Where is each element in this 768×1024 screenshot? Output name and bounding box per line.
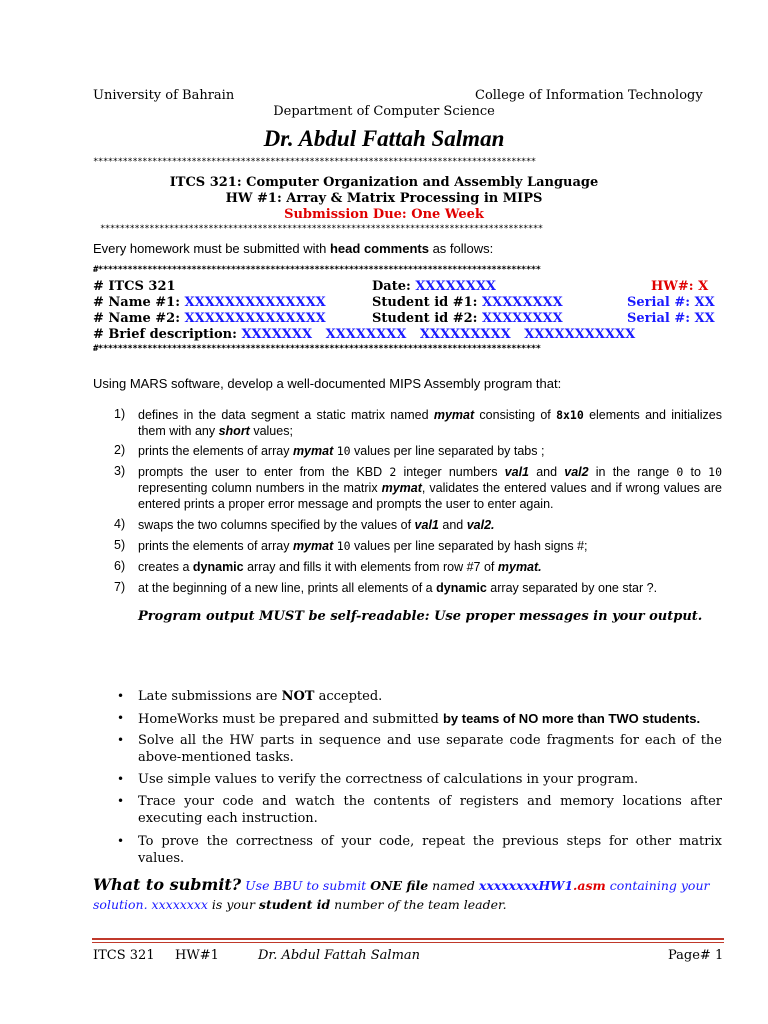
submit-g: xxxxxxxx xyxy=(151,897,208,912)
submit-extension: .asm xyxy=(573,878,606,893)
comment-sid2 xyxy=(372,311,563,326)
task-6-number: 6) xyxy=(114,559,126,573)
task-2-number: 2) xyxy=(114,443,126,457)
task-1-f: short xyxy=(218,424,250,438)
program-output-note: Program output MUST be self-readable: Use proper messages in your output. xyxy=(138,609,703,624)
task-3-g: in the range xyxy=(588,465,677,479)
name1-value: XXXXXXXXXXXXXX xyxy=(184,295,326,310)
submit-b: ONE file xyxy=(370,878,429,893)
sid2-value: XXXXXXXX xyxy=(482,311,563,326)
comment-hw-number: HW#: X xyxy=(651,279,709,294)
stars-divider-second: ****************************************************************************************** xyxy=(100,224,543,234)
footer-rule-thick xyxy=(92,938,724,940)
submit-heading: What to submit? xyxy=(93,875,242,894)
task-1-a: defines in the data segment a static matrix named xyxy=(138,408,434,422)
date-value: XXXXXXXX xyxy=(415,279,497,294)
footer-instructor: Dr. Abdul Fattah Salman xyxy=(258,948,421,963)
bullet-teams xyxy=(138,710,722,728)
task-2-a: prints the elements of array xyxy=(138,444,293,458)
task-1-number: 1) xyxy=(114,407,126,421)
task-4 xyxy=(138,517,722,533)
task-4-a: swaps the two columns specified by the values of xyxy=(138,518,415,532)
task-5-e: values per line separated by hash signs #; xyxy=(350,539,588,553)
department-name: Department of Computer Science xyxy=(273,104,495,119)
brief-label: # Brief description: xyxy=(93,327,242,342)
bullet-late-a: Late submissions are xyxy=(138,689,282,704)
brief-value: XXXXXXX XXXXXXXX XXXXXXXXX XXXXXXXXXXX xyxy=(241,327,636,342)
submission-due: Submission Due: One Week xyxy=(284,207,484,222)
submit-h: is your xyxy=(207,897,259,912)
intro-pre: Every homework must be submitted with xyxy=(93,241,330,256)
intro-bold: head comments xyxy=(329,241,429,256)
task-6 xyxy=(138,559,722,575)
task-1-g: values; xyxy=(249,424,293,438)
task-7 xyxy=(138,580,722,596)
task-4-number: 4) xyxy=(114,517,126,531)
task-3-h: 0 xyxy=(676,465,684,479)
sid2-label: Student id #2: xyxy=(372,311,483,326)
date-label: Date: xyxy=(372,279,416,294)
footer-hw: HW#1 xyxy=(175,948,219,963)
task-5-a: prints the elements of array xyxy=(138,539,293,553)
comment-name1 xyxy=(93,295,326,310)
course-title: ITCS 321: Computer Organization and Assembly Language xyxy=(169,175,599,190)
bullet-dot: • xyxy=(117,733,125,747)
task-3-k: representing column numbers in the matrix xyxy=(138,481,382,495)
task-3-e: and xyxy=(529,465,565,479)
task-6-c: array and fills it with elements from row #7 of xyxy=(243,560,498,574)
submit-f: containing your solution. xyxy=(93,878,710,912)
task-1-c: consisting of xyxy=(474,408,557,422)
sid1-value: XXXXXXXX xyxy=(482,295,563,310)
bullet-dot: • xyxy=(117,711,125,725)
task-5-d: 10 xyxy=(336,539,351,553)
comment-border-top: #****************************************************************************************** xyxy=(93,265,541,275)
task-4-d: val2. xyxy=(466,518,495,532)
task-3-m: , validates the entered values and if wrong values are entered prints a proper error message and prompts the user to enter again. xyxy=(138,481,722,511)
task-3-l: mymat xyxy=(381,481,422,495)
submit-filename: xxxxxxxxHW1 xyxy=(478,878,574,893)
hw-title: HW #1: Array & Matrix Processing in MIPS xyxy=(225,191,543,206)
comment-name2 xyxy=(93,311,326,326)
bullet-late xyxy=(138,688,722,705)
task-5-number: 5) xyxy=(114,538,126,552)
comment-sid1 xyxy=(372,295,563,310)
task-1-d: 8x10 xyxy=(556,408,584,422)
comment-brief xyxy=(93,327,635,342)
bullet-trace: Trace your code and watch the contents of registers and memory locations after executing each instruction. xyxy=(138,794,722,826)
bullet-late-c: accepted. xyxy=(314,689,383,704)
intro-post: as follows: xyxy=(428,241,494,256)
task-1-b: mymat xyxy=(433,408,475,422)
bullet-teams-b: by teams of NO more than TWO students. xyxy=(442,711,701,726)
task-3-i: to xyxy=(683,465,709,479)
submit-a: Use BBU to submit xyxy=(241,878,371,893)
task-1 xyxy=(138,407,722,439)
using-mars-text: Using MARS software, develop a well-documented MIPS Assembly program that: xyxy=(93,376,562,391)
college-name: College of Information Technology xyxy=(475,88,703,103)
task-4-c: and xyxy=(438,518,467,532)
task-2-e: values per line separated by tabs ; xyxy=(350,444,545,458)
task-1-e: elements and initializes them with any xyxy=(138,408,722,438)
intro-text xyxy=(93,241,493,256)
footer-page-number: Page# 1 xyxy=(668,948,724,963)
bullet-prove: To prove the correctness of your code, repeat the previous steps for other matrix values. xyxy=(138,834,722,866)
task-6-d: mymat. xyxy=(497,560,542,574)
bullet-teams-a: HomeWorks must be prepared and submitted xyxy=(138,712,443,727)
bullet-simple-values: Use simple values to verify the correctness of calculations in your program. xyxy=(138,772,639,787)
comment-border-bottom: #****************************************************************************************** xyxy=(93,344,541,354)
task-7-number: 7) xyxy=(114,580,126,594)
task-2-d: 10 xyxy=(336,444,351,458)
task-2 xyxy=(138,443,722,459)
submit-i: student id xyxy=(258,897,331,912)
comment-serial2: Serial #: XX xyxy=(627,311,715,326)
name2-value: XXXXXXXXXXXXXX xyxy=(184,311,326,326)
what-to-submit xyxy=(93,875,713,914)
task-3-a: prompts the user to enter from the KBD xyxy=(138,465,390,479)
submit-c: named xyxy=(428,878,479,893)
comment-serial1: Serial #: XX xyxy=(627,295,715,310)
bullet-sequence: Solve all the HW parts in sequence and use separate code fragments for each of the above-mentioned tasks. xyxy=(138,733,722,765)
bullet-late-b: NOT xyxy=(281,689,315,704)
task-5 xyxy=(138,538,722,554)
task-3-b: 2 xyxy=(389,465,397,479)
footer-course: ITCS 321 xyxy=(93,948,155,963)
bullet-dot: • xyxy=(117,794,125,808)
task-7-c: array separated by one star ?. xyxy=(486,581,658,595)
task-3-j: 10 xyxy=(708,465,723,479)
stars-divider-top: ****************************************************************************************** xyxy=(93,157,536,167)
name1-label: # Name #1: xyxy=(93,295,185,310)
task-3-c: integer numbers xyxy=(396,465,505,479)
task-4-b: val1 xyxy=(414,518,439,532)
task-3-f: val2 xyxy=(564,465,589,479)
task-2-b: mymat xyxy=(292,444,334,458)
task-7-a: at the beginning of a new line, prints all elements of a xyxy=(138,581,437,595)
task-3-d: val1 xyxy=(504,465,530,479)
task-6-b: dynamic xyxy=(192,560,244,574)
instructor-title: Dr. Abdul Fattah Salman xyxy=(263,126,505,151)
task-5-b: mymat xyxy=(292,539,334,553)
task-7-b: dynamic xyxy=(436,581,487,595)
sid1-label: Student id #1: xyxy=(372,295,483,310)
footer-rule-thin xyxy=(92,942,724,943)
comment-date xyxy=(372,279,496,294)
university-name: University of Bahrain xyxy=(93,88,235,103)
task-3-number: 3) xyxy=(114,464,126,478)
bullet-dot: • xyxy=(117,689,125,703)
task-6-a: creates a xyxy=(138,560,193,574)
name2-label: # Name #2: xyxy=(93,311,185,326)
task-3 xyxy=(138,464,722,512)
bullet-dot: • xyxy=(117,772,125,786)
comment-course: # ITCS 321 xyxy=(93,279,176,294)
bullet-dot: • xyxy=(117,834,125,848)
submit-j: number of the team leader. xyxy=(330,897,507,912)
